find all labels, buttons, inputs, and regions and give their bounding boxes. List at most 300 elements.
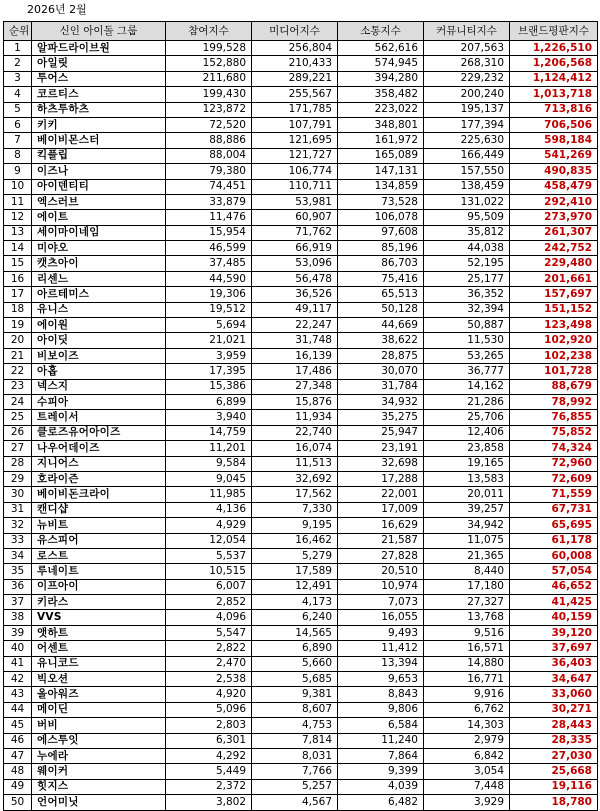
brand-index-cell: 74,324 <box>510 441 598 456</box>
communication-cell: 30,070 <box>338 364 424 379</box>
header-row <box>4 22 598 41</box>
community-cell: 2,979 <box>424 733 510 748</box>
rank-cell: 23 <box>4 379 32 394</box>
communication-cell: 11,412 <box>338 641 424 656</box>
rank-cell: 48 <box>4 764 32 779</box>
community-cell: 6,762 <box>424 702 510 717</box>
communication-cell: 22,001 <box>338 487 424 502</box>
brand-index-cell: 41,425 <box>510 595 598 610</box>
group-name-cell: 에이트 <box>32 210 166 225</box>
brand-index-cell: 102,920 <box>510 333 598 348</box>
brand-index-cell: 27,030 <box>510 748 598 763</box>
participation-cell: 4,292 <box>166 748 252 763</box>
group-name-cell: 아일릿 <box>32 56 166 71</box>
media-cell: 4,173 <box>252 595 338 610</box>
communication-cell: 348,801 <box>338 117 424 132</box>
group-name-cell: 언어미닛 <box>32 795 166 810</box>
community-cell: 138,459 <box>424 179 510 194</box>
communication-cell: 16,629 <box>338 518 424 533</box>
brand-index-cell: 88,679 <box>510 379 598 394</box>
communication-cell: 86,703 <box>338 256 424 271</box>
group-name-cell: 캔디샵 <box>32 502 166 517</box>
participation-cell: 11,985 <box>166 487 252 502</box>
participation-cell: 9,045 <box>166 471 252 486</box>
communication-cell: 13,394 <box>338 656 424 671</box>
community-cell: 16,571 <box>424 641 510 656</box>
group-name-cell: 힛지스 <box>32 779 166 794</box>
community-cell: 11,530 <box>424 333 510 348</box>
community-cell: 200,240 <box>424 87 510 102</box>
group-name-cell: 넥스지 <box>32 379 166 394</box>
community-cell: 12,406 <box>424 425 510 440</box>
brand-index-cell: 101,728 <box>510 364 598 379</box>
community-cell: 20,011 <box>424 487 510 502</box>
media-cell: 210,433 <box>252 56 338 71</box>
rank-cell: 22 <box>4 364 32 379</box>
group-name-cell: 이즈나 <box>32 164 166 179</box>
community-cell: 25,706 <box>424 410 510 425</box>
table-row <box>4 87 598 102</box>
table-row <box>4 364 598 379</box>
group-name-cell: 트레이서 <box>32 410 166 425</box>
community-cell: 19,165 <box>424 456 510 471</box>
header-rank: 순위 <box>4 22 32 41</box>
rank-cell: 46 <box>4 733 32 748</box>
media-cell: 36,526 <box>252 287 338 302</box>
communication-cell: 134,859 <box>338 179 424 194</box>
participation-cell: 4,136 <box>166 502 252 517</box>
rank-cell: 43 <box>4 687 32 702</box>
table-row <box>4 333 598 348</box>
communication-cell: 38,622 <box>338 333 424 348</box>
participation-cell: 2,852 <box>166 595 252 610</box>
communication-cell: 25,947 <box>338 425 424 440</box>
community-cell: 157,550 <box>424 164 510 179</box>
rank-cell: 49 <box>4 779 32 794</box>
media-cell: 16,462 <box>252 533 338 548</box>
media-cell: 289,221 <box>252 71 338 86</box>
group-name-cell: 미야오 <box>32 241 166 256</box>
participation-cell: 15,954 <box>166 225 252 240</box>
brand-index-cell: 273,970 <box>510 210 598 225</box>
participation-cell: 5,694 <box>166 318 252 333</box>
participation-cell: 4,920 <box>166 687 252 702</box>
table-row <box>4 287 598 302</box>
community-cell: 35,812 <box>424 225 510 240</box>
media-cell: 66,919 <box>252 241 338 256</box>
group-name-cell: 어센트 <box>32 641 166 656</box>
brand-index-cell: 706,506 <box>510 117 598 132</box>
media-cell: 107,791 <box>252 117 338 132</box>
community-cell: 6,842 <box>424 748 510 763</box>
media-cell: 9,381 <box>252 687 338 702</box>
rank-cell: 29 <box>4 471 32 486</box>
community-cell: 52,195 <box>424 256 510 271</box>
participation-cell: 5,449 <box>166 764 252 779</box>
group-name-cell: 루네이트 <box>32 564 166 579</box>
participation-cell: 46,599 <box>166 241 252 256</box>
participation-cell: 88,004 <box>166 148 252 163</box>
community-cell: 50,887 <box>424 318 510 333</box>
brand-index-cell: 75,852 <box>510 425 598 440</box>
community-cell: 3,929 <box>424 795 510 810</box>
participation-cell: 17,395 <box>166 364 252 379</box>
group-name-cell: 유스피어 <box>32 533 166 548</box>
group-name-cell: 알파드라이브원 <box>32 41 166 56</box>
media-cell: 6,890 <box>252 641 338 656</box>
rank-cell: 40 <box>4 641 32 656</box>
media-cell: 8,607 <box>252 702 338 717</box>
brand-index-cell: 458,479 <box>510 179 598 194</box>
group-name-cell: 베이비돈크라이 <box>32 487 166 502</box>
table-row <box>4 733 598 748</box>
brand-index-cell: 28,443 <box>510 718 598 733</box>
rank-cell: 39 <box>4 625 32 640</box>
rank-cell: 28 <box>4 456 32 471</box>
communication-cell: 50,128 <box>338 302 424 317</box>
table-row <box>4 71 598 86</box>
community-cell: 9,516 <box>424 625 510 640</box>
community-cell: 36,777 <box>424 364 510 379</box>
communication-cell: 9,806 <box>338 702 424 717</box>
brand-index-cell: 72,609 <box>510 471 598 486</box>
brand-index-cell: 65,695 <box>510 518 598 533</box>
table-row <box>4 595 598 610</box>
community-cell: 95,509 <box>424 210 510 225</box>
rank-cell: 17 <box>4 287 32 302</box>
community-cell: 53,265 <box>424 348 510 363</box>
participation-cell: 3,959 <box>166 348 252 363</box>
communication-cell: 35,275 <box>338 410 424 425</box>
group-name-cell: 유니코드 <box>32 656 166 671</box>
communication-cell: 32,698 <box>338 456 424 471</box>
rank-cell: 41 <box>4 656 32 671</box>
rank-cell: 36 <box>4 579 32 594</box>
brand-index-cell: 40,159 <box>510 610 598 625</box>
table-row <box>4 487 598 502</box>
table-row <box>4 502 598 517</box>
communication-cell: 574,945 <box>338 56 424 71</box>
table-row <box>4 795 598 810</box>
group-name-cell: 아이덴티티 <box>32 179 166 194</box>
communication-cell: 161,972 <box>338 133 424 148</box>
brand-index-cell: 46,652 <box>510 579 598 594</box>
brand-index-cell: 229,480 <box>510 256 598 271</box>
rank-cell: 30 <box>4 487 32 502</box>
table-row <box>4 194 598 209</box>
table-row <box>4 410 598 425</box>
rank-cell: 18 <box>4 302 32 317</box>
media-cell: 256,804 <box>252 41 338 56</box>
rank-cell: 19 <box>4 318 32 333</box>
group-name-cell: 뉴비트 <box>32 518 166 533</box>
group-name-cell: 킥플립 <box>32 148 166 163</box>
participation-cell: 6,301 <box>166 733 252 748</box>
table-row <box>4 687 598 702</box>
community-cell: 23,858 <box>424 441 510 456</box>
media-cell: 5,257 <box>252 779 338 794</box>
media-cell: 14,565 <box>252 625 338 640</box>
rank-cell: 2 <box>4 56 32 71</box>
group-name-cell: 리센느 <box>32 271 166 286</box>
table-row <box>4 718 598 733</box>
table-row <box>4 471 598 486</box>
brand-index-cell: 598,184 <box>510 133 598 148</box>
media-cell: 7,814 <box>252 733 338 748</box>
group-name-cell: 호라이즌 <box>32 471 166 486</box>
media-cell: 22,247 <box>252 318 338 333</box>
brand-index-cell: 33,060 <box>510 687 598 702</box>
brand-index-cell: 18,780 <box>510 795 598 810</box>
community-cell: 44,038 <box>424 241 510 256</box>
media-cell: 71,762 <box>252 225 338 240</box>
table-row <box>4 102 598 117</box>
table-row <box>4 133 598 148</box>
community-cell: 39,257 <box>424 502 510 517</box>
participation-cell: 199,430 <box>166 87 252 102</box>
participation-cell: 11,476 <box>166 210 252 225</box>
community-cell: 195,137 <box>424 102 510 117</box>
brand-index-cell: 261,307 <box>510 225 598 240</box>
participation-cell: 4,096 <box>166 610 252 625</box>
rank-cell: 50 <box>4 795 32 810</box>
communication-cell: 11,240 <box>338 733 424 748</box>
media-cell: 9,195 <box>252 518 338 533</box>
participation-cell: 21,021 <box>166 333 252 348</box>
participation-cell: 88,886 <box>166 133 252 148</box>
rank-cell: 21 <box>4 348 32 363</box>
table-row <box>4 764 598 779</box>
participation-cell: 5,096 <box>166 702 252 717</box>
participation-cell: 211,680 <box>166 71 252 86</box>
communication-cell: 394,280 <box>338 71 424 86</box>
table-row <box>4 702 598 717</box>
header-communication: 소통지수 <box>338 22 424 41</box>
rank-cell: 25 <box>4 410 32 425</box>
rank-cell: 44 <box>4 702 32 717</box>
table-row <box>4 548 598 563</box>
community-cell: 17,180 <box>424 579 510 594</box>
participation-cell: 2,372 <box>166 779 252 794</box>
communication-cell: 28,875 <box>338 348 424 363</box>
media-cell: 5,660 <box>252 656 338 671</box>
media-cell: 22,740 <box>252 425 338 440</box>
rank-cell: 6 <box>4 117 32 132</box>
community-cell: 225,630 <box>424 133 510 148</box>
community-cell: 34,942 <box>424 518 510 533</box>
communication-cell: 562,616 <box>338 41 424 56</box>
communication-cell: 73,528 <box>338 194 424 209</box>
participation-cell: 6,899 <box>166 394 252 409</box>
media-cell: 110,711 <box>252 179 338 194</box>
rank-cell: 16 <box>4 271 32 286</box>
media-cell: 49,117 <box>252 302 338 317</box>
media-cell: 27,348 <box>252 379 338 394</box>
table-row <box>4 748 598 763</box>
communication-cell: 9,399 <box>338 764 424 779</box>
brand-index-cell: 57,054 <box>510 564 598 579</box>
media-cell: 11,934 <box>252 410 338 425</box>
group-name-cell: 앳하트 <box>32 625 166 640</box>
community-cell: 131,022 <box>424 194 510 209</box>
participation-cell: 2,470 <box>166 656 252 671</box>
table-row <box>4 518 598 533</box>
group-name-cell: 나우어데이즈 <box>32 441 166 456</box>
participation-cell: 14,759 <box>166 425 252 440</box>
rank-cell: 1 <box>4 41 32 56</box>
participation-cell: 15,386 <box>166 379 252 394</box>
participation-cell: 72,520 <box>166 117 252 132</box>
rank-cell: 27 <box>4 441 32 456</box>
table-row <box>4 271 598 286</box>
table-row <box>4 379 598 394</box>
media-cell: 121,695 <box>252 133 338 148</box>
header-media: 미디어지수 <box>252 22 338 41</box>
brand-index-cell: 201,661 <box>510 271 598 286</box>
media-cell: 16,139 <box>252 348 338 363</box>
community-cell: 166,449 <box>424 148 510 163</box>
brand-reputation-table <box>3 21 598 811</box>
rank-cell: 38 <box>4 610 32 625</box>
table-body <box>4 41 598 811</box>
header-participation: 참여지수 <box>166 22 252 41</box>
brand-index-cell: 157,697 <box>510 287 598 302</box>
media-cell: 171,785 <box>252 102 338 117</box>
rank-cell: 11 <box>4 194 32 209</box>
group-name-cell: 세이마이네임 <box>32 225 166 240</box>
brand-index-cell: 67,731 <box>510 502 598 517</box>
media-cell: 4,567 <box>252 795 338 810</box>
media-cell: 11,513 <box>252 456 338 471</box>
table-row <box>4 672 598 687</box>
participation-cell: 3,940 <box>166 410 252 425</box>
media-cell: 53,981 <box>252 194 338 209</box>
media-cell: 17,589 <box>252 564 338 579</box>
media-cell: 7,330 <box>252 502 338 517</box>
media-cell: 5,685 <box>252 672 338 687</box>
media-cell: 17,562 <box>252 487 338 502</box>
group-name-cell: 빅오션 <box>32 672 166 687</box>
table-row <box>4 179 598 194</box>
participation-cell: 2,822 <box>166 641 252 656</box>
participation-cell: 37,485 <box>166 256 252 271</box>
brand-index-cell: 151,152 <box>510 302 598 317</box>
rank-cell: 32 <box>4 518 32 533</box>
community-cell: 32,394 <box>424 302 510 317</box>
table-row <box>4 318 598 333</box>
table-row <box>4 148 598 163</box>
media-cell: 16,074 <box>252 441 338 456</box>
brand-index-cell: 1,013,718 <box>510 87 598 102</box>
community-cell: 14,303 <box>424 718 510 733</box>
rank-cell: 15 <box>4 256 32 271</box>
brand-index-cell: 1,124,412 <box>510 71 598 86</box>
group-name-cell: 클로즈유어아이즈 <box>32 425 166 440</box>
brand-index-cell: 490,835 <box>510 164 598 179</box>
group-name-cell: 에스투잇 <box>32 733 166 748</box>
group-name-cell: 비보이즈 <box>32 348 166 363</box>
communication-cell: 147,131 <box>338 164 424 179</box>
communication-cell: 65,513 <box>338 287 424 302</box>
communication-cell: 16,055 <box>338 610 424 625</box>
header-community: 커뮤니티지수 <box>424 22 510 41</box>
table-row <box>4 579 598 594</box>
communication-cell: 20,510 <box>338 564 424 579</box>
media-cell: 6,240 <box>252 610 338 625</box>
community-cell: 177,394 <box>424 117 510 132</box>
community-cell: 13,768 <box>424 610 510 625</box>
media-cell: 8,031 <box>252 748 338 763</box>
table-row <box>4 302 598 317</box>
communication-cell: 85,196 <box>338 241 424 256</box>
table-row <box>4 241 598 256</box>
community-cell: 268,310 <box>424 56 510 71</box>
rank-cell: 8 <box>4 148 32 163</box>
brand-index-cell: 60,008 <box>510 548 598 563</box>
table-row <box>4 610 598 625</box>
group-name-cell: 엑스러브 <box>32 194 166 209</box>
media-cell: 31,748 <box>252 333 338 348</box>
media-cell: 53,096 <box>252 256 338 271</box>
participation-cell: 74,451 <box>166 179 252 194</box>
community-cell: 14,880 <box>424 656 510 671</box>
community-cell: 8,440 <box>424 564 510 579</box>
brand-index-cell: 76,855 <box>510 410 598 425</box>
rank-cell: 10 <box>4 179 32 194</box>
table-row <box>4 210 598 225</box>
rank-cell: 42 <box>4 672 32 687</box>
communication-cell: 8,843 <box>338 687 424 702</box>
communication-cell: 75,416 <box>338 271 424 286</box>
group-name-cell: 지니어스 <box>32 456 166 471</box>
community-cell: 25,177 <box>424 271 510 286</box>
participation-cell: 5,537 <box>166 548 252 563</box>
participation-cell: 10,515 <box>166 564 252 579</box>
rank-cell: 9 <box>4 164 32 179</box>
communication-cell: 358,482 <box>338 87 424 102</box>
group-name-cell: 누에라 <box>32 748 166 763</box>
group-name-cell: 버비 <box>32 718 166 733</box>
communication-cell: 27,828 <box>338 548 424 563</box>
community-cell: 7,448 <box>424 779 510 794</box>
table-row <box>4 225 598 240</box>
brand-index-cell: 123,498 <box>510 318 598 333</box>
table-row <box>4 117 598 132</box>
media-cell: 4,753 <box>252 718 338 733</box>
community-cell: 14,162 <box>424 379 510 394</box>
community-cell: 16,771 <box>424 672 510 687</box>
communication-cell: 9,493 <box>338 625 424 640</box>
group-name-cell: 에이원 <box>32 318 166 333</box>
participation-cell: 199,528 <box>166 41 252 56</box>
communication-cell: 17,288 <box>338 471 424 486</box>
table-row <box>4 164 598 179</box>
communication-cell: 7,073 <box>338 595 424 610</box>
rank-cell: 37 <box>4 595 32 610</box>
rank-cell: 47 <box>4 748 32 763</box>
rank-cell: 24 <box>4 394 32 409</box>
group-name-cell: 캣츠아이 <box>32 256 166 271</box>
communication-cell: 44,669 <box>338 318 424 333</box>
brand-index-cell: 72,960 <box>510 456 598 471</box>
community-cell: 9,916 <box>424 687 510 702</box>
rank-cell: 5 <box>4 102 32 117</box>
communication-cell: 31,784 <box>338 379 424 394</box>
group-name-cell: 올아워즈 <box>32 687 166 702</box>
header-group: 신인 아이돌 그룹 <box>32 22 166 41</box>
table-row <box>4 425 598 440</box>
media-cell: 32,692 <box>252 471 338 486</box>
